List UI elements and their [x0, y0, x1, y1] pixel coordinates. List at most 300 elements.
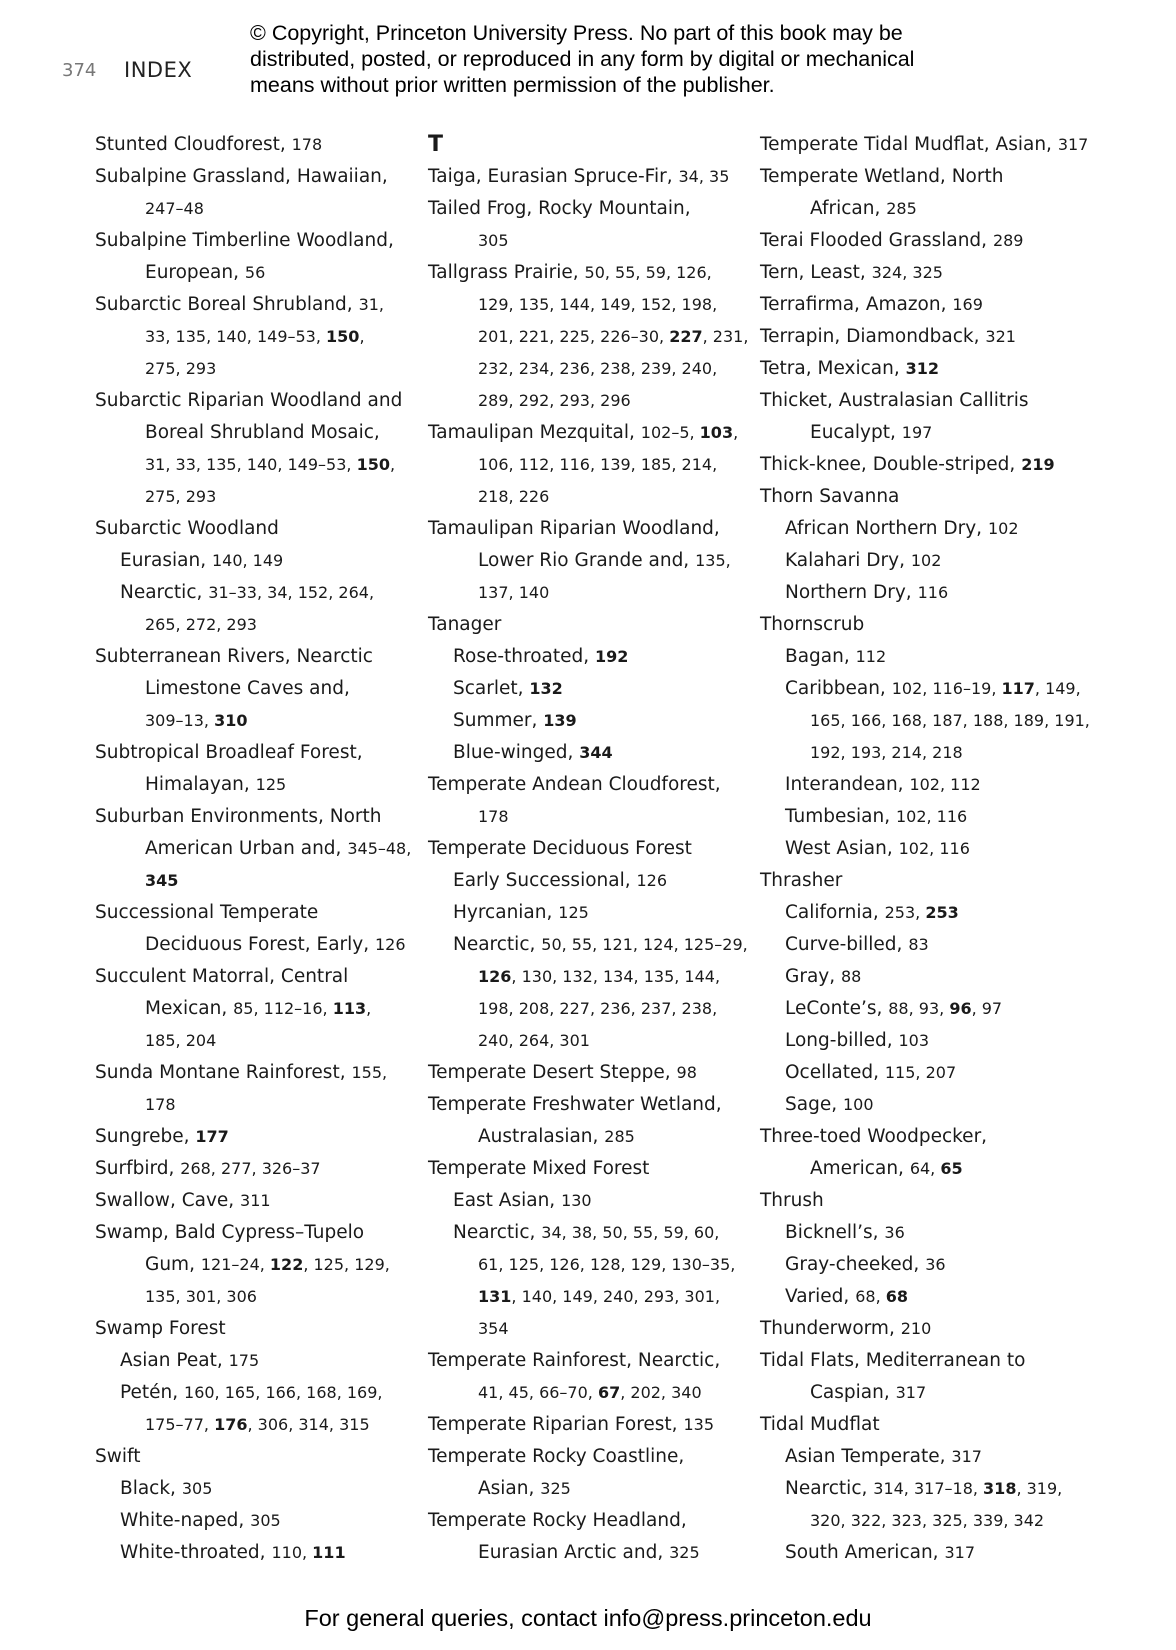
- index-line: [95, 1505, 415, 1537]
- index-line: [428, 769, 748, 801]
- entry-text: Swamp Forest: [95, 1318, 226, 1339]
- index-line: [428, 257, 748, 289]
- entry-text: Stunted Cloudforest,: [95, 134, 292, 155]
- entry-text: Sunda Montane Rainforest,: [95, 1062, 352, 1083]
- page-ref: 125: [558, 903, 589, 922]
- page-ref: 317: [951, 1447, 982, 1466]
- index-line: [760, 1089, 1080, 1121]
- page-ref: 325: [669, 1543, 700, 1562]
- page-ref-bold: 126: [478, 967, 512, 986]
- page-ref: 232, 234, 236, 238, 239, 240,: [478, 359, 718, 378]
- index-line: [760, 1345, 1080, 1377]
- page-ref: 130: [561, 1191, 592, 1210]
- index-line: [95, 577, 415, 609]
- entry-text: Asian Peat,: [120, 1350, 229, 1371]
- index-line: [760, 769, 1080, 801]
- page-ref: 178: [145, 1095, 176, 1114]
- entry-text: Tumbesian,: [785, 806, 896, 827]
- page-ref-bold: 65: [940, 1159, 963, 1178]
- index-line: [428, 641, 748, 673]
- page-ref: 265, 272, 293: [145, 615, 257, 634]
- index-line: [760, 193, 1080, 225]
- page-ref-bold: 177: [195, 1127, 229, 1146]
- page-ref: 112: [855, 647, 887, 666]
- section-letter: [428, 129, 748, 161]
- page-ref: 135,: [695, 551, 731, 570]
- entry-text: Subalpine Grassland, Hawaiian,: [95, 166, 388, 187]
- page-ref: 121–24,: [200, 1255, 270, 1274]
- index-line: [95, 929, 415, 961]
- entry-text: Deciduous Forest, Early,: [145, 934, 375, 955]
- index-line: [95, 449, 415, 481]
- entry-text: Mexican,: [145, 998, 234, 1019]
- entry-text: Temperate Tidal Mudflat, Asian,: [760, 134, 1058, 155]
- index-line: [760, 1185, 1080, 1217]
- page-ref: 305: [478, 231, 509, 250]
- page-ref: 50, 55, 59, 126,: [584, 263, 712, 282]
- entry-text: Succulent Matorral, Central: [95, 966, 349, 987]
- index-line: [428, 929, 748, 961]
- page-ref: 185, 204: [145, 1031, 217, 1050]
- index-line: [95, 353, 415, 385]
- page-ref: 137, 140: [478, 583, 550, 602]
- page-ref: 320, 322, 323, 325, 339, 342: [810, 1511, 1045, 1530]
- index-line: [760, 641, 1080, 673]
- entry-text: Temperate Deciduous Forest: [428, 838, 692, 859]
- page-ref: 317: [1057, 135, 1089, 154]
- index-line: [95, 513, 415, 545]
- page-ref: 275, 293: [145, 359, 217, 378]
- index-line: [760, 897, 1080, 929]
- index-line: [428, 961, 748, 993]
- index-line: [760, 673, 1080, 705]
- entry-text: Thrush: [760, 1190, 824, 1211]
- entry-text: Temperate Wetland, North: [760, 166, 1004, 187]
- index-line: [428, 321, 748, 353]
- index-line: [428, 1217, 748, 1249]
- entry-text: Tidal Flats, Mediterranean to: [760, 1350, 1026, 1371]
- entry-text: Nearctic,: [453, 934, 542, 955]
- index-line: [428, 1185, 748, 1217]
- entry-text: Boreal Shrubland Mosaic,: [145, 422, 380, 443]
- entry-text: Tanager: [428, 614, 502, 635]
- index-line: [760, 513, 1080, 545]
- index-line: [95, 1025, 415, 1057]
- entry-text: Limestone Caves and,: [145, 678, 350, 699]
- page-ref-bold: 345: [145, 871, 179, 890]
- index-line: [428, 353, 748, 385]
- index-column-2: [428, 129, 748, 1569]
- entry-text: Tamaulipan Mezquital,: [428, 422, 641, 443]
- page-ref: 175: [228, 1351, 260, 1370]
- entry-text: Tetra, Mexican,: [760, 358, 906, 379]
- index-line: [95, 1409, 415, 1441]
- entry-text: Northern Dry,: [785, 582, 918, 603]
- index-line: [95, 737, 415, 769]
- index-line: [95, 865, 415, 897]
- page-ref-bold: 131: [478, 1287, 512, 1306]
- index-line: [760, 577, 1080, 609]
- index-line: [95, 673, 415, 705]
- page-ref: 61, 125, 126, 128, 129, 130–35,: [478, 1255, 736, 1274]
- entry-text: Three-toed Woodpecker,: [760, 1126, 988, 1147]
- index-line: [428, 161, 748, 193]
- page-ref: 56: [244, 263, 266, 282]
- index-line: [428, 1249, 748, 1281]
- index-line: [760, 481, 1080, 513]
- page-ref: 102, 116–19,: [891, 679, 1002, 698]
- entry-text: Tidal Mudflat: [760, 1414, 880, 1435]
- entry-text: American,: [810, 1158, 910, 1179]
- entry-text: Subalpine Timberline Woodland,: [95, 230, 394, 251]
- index-line: [760, 225, 1080, 257]
- index-line: [428, 1537, 748, 1569]
- index-line: [95, 257, 415, 289]
- index-line: [760, 1217, 1080, 1249]
- entry-text: Ocellated,: [785, 1062, 885, 1083]
- page-ref: 126: [636, 871, 668, 890]
- index-line: [760, 1057, 1080, 1089]
- entry-text: Subarctic Woodland: [95, 518, 279, 539]
- page-ref: 192, 193, 214, 218: [810, 743, 963, 762]
- index-line: [95, 481, 415, 513]
- entry-text: Thrasher: [760, 870, 843, 891]
- page-ref: 102, 116: [898, 839, 970, 858]
- entry-text: Thunderworm,: [760, 1318, 901, 1339]
- page-ref-bold: 344: [579, 743, 613, 762]
- index-line: [95, 161, 415, 193]
- index-line: [95, 1313, 415, 1345]
- page-ref: 34, 35: [678, 167, 730, 186]
- page-ref-bold: 103: [699, 423, 734, 442]
- entry-text: Summer,: [453, 710, 544, 731]
- index-line: [428, 1025, 748, 1057]
- index-line: [760, 1473, 1080, 1505]
- index-line: [95, 417, 415, 449]
- index-line: [95, 1441, 415, 1473]
- entry-text: Swamp, Bald Cypress–Tupelo: [95, 1222, 365, 1243]
- entry-text: Gum,: [145, 1254, 201, 1275]
- page-ref: 41, 45, 66–70,: [478, 1383, 598, 1402]
- entry-text: California,: [785, 902, 885, 923]
- index-line: [760, 1313, 1080, 1345]
- entry-text: Tailed Frog, Rocky Mountain,: [428, 198, 691, 219]
- page-ref: , 202, 340: [620, 1383, 702, 1402]
- index-line: [428, 1089, 748, 1121]
- copyright-line: © Copyright, Princeton University Press. No part of this book may be: [250, 21, 903, 45]
- index-line: [95, 897, 415, 929]
- index-line: [95, 1537, 415, 1569]
- page-ref: 169: [952, 295, 983, 314]
- entry-text: Nearctic,: [785, 1478, 874, 1499]
- page-ref-bold: 253: [925, 903, 959, 922]
- index-line: [428, 577, 748, 609]
- index-line: [760, 1153, 1080, 1185]
- index-line: [95, 545, 415, 577]
- index-column-3: [760, 129, 1090, 1569]
- copyright-line: distributed, posted, or reproduced in any form by digital or mechanical: [250, 47, 915, 71]
- index-line: [428, 801, 748, 833]
- page-ref: 218, 226: [478, 487, 550, 506]
- entry-text: Temperate Mixed Forest: [428, 1158, 650, 1179]
- entry-text: Sage,: [785, 1094, 843, 1115]
- entry-text: Thornscrub: [760, 614, 865, 635]
- page-ref: 314, 317–18,: [873, 1479, 984, 1498]
- entry-text: Australasian,: [478, 1126, 605, 1147]
- entry-text: Successional Temperate: [95, 902, 319, 923]
- index-line: [760, 929, 1080, 961]
- entry-text: Gray-cheeked,: [785, 1254, 926, 1275]
- index-line: [428, 1153, 748, 1185]
- entry-text: Lower Rio Grande and,: [478, 550, 696, 571]
- page-ref-bold: 67: [597, 1383, 621, 1402]
- entry-text: Sungrebe,: [95, 1126, 196, 1147]
- page-ref: , 125, 129,: [303, 1255, 390, 1274]
- index-line: [428, 1057, 748, 1089]
- index-line: [95, 993, 415, 1025]
- entry-text: Eurasian,: [120, 550, 212, 571]
- page-ref-bold: 310: [214, 711, 248, 730]
- page-ref: 126: [375, 935, 406, 954]
- index-line: [428, 1313, 748, 1345]
- entry-text: Petén,: [120, 1382, 185, 1403]
- index-line: [95, 289, 415, 321]
- page-ref: 31, 33, 135, 140, 149–53,: [145, 455, 357, 474]
- page-ref-bold: 176: [214, 1415, 248, 1434]
- index-line: [428, 673, 748, 705]
- page-ref: 83: [908, 935, 929, 954]
- page-ref: 201, 221, 225, 226–30,: [478, 327, 670, 346]
- page-ref: 85, 112–16,: [233, 999, 333, 1018]
- entry-text: Bicknell’s,: [785, 1222, 885, 1243]
- page-ref-bold: 139: [543, 711, 577, 730]
- index-line: [95, 1089, 415, 1121]
- page-ref: 100: [842, 1095, 874, 1114]
- index-line: [760, 961, 1080, 993]
- entry-text: Rose-throated,: [453, 646, 596, 667]
- page-ref: 88: [841, 967, 862, 986]
- index-line: [760, 1505, 1080, 1537]
- page-ref: 345–48,: [347, 839, 412, 858]
- index-line: [428, 833, 748, 865]
- index-line: [428, 1345, 748, 1377]
- page-ref: 115, 207: [884, 1063, 957, 1082]
- page-ref: 102–5,: [640, 423, 700, 442]
- page-ref: 102: [987, 519, 1019, 538]
- index-line: [428, 1505, 748, 1537]
- page-ref: , 306, 314, 315: [247, 1415, 370, 1434]
- entry-text: White-naped,: [120, 1510, 251, 1531]
- entry-text: Temperate Desert Steppe,: [428, 1062, 677, 1083]
- page-ref: , 130, 132, 134, 135, 144,: [511, 967, 721, 986]
- page-ref-bold: 113: [332, 999, 367, 1018]
- page-ref: 321: [985, 327, 1016, 346]
- index-line: [95, 961, 415, 993]
- page-ref: 309–13,: [145, 711, 215, 730]
- index-line: [428, 705, 748, 737]
- index-line: [760, 1249, 1080, 1281]
- entry-text: Surfbird,: [95, 1158, 181, 1179]
- entry-text: Temperate Andean Cloudforest,: [428, 774, 721, 795]
- page-ref: , 149,: [1034, 679, 1081, 698]
- page-ref: 68,: [855, 1287, 886, 1306]
- entry-text: Terrafirma, Amazon,: [760, 294, 953, 315]
- entry-text: Subterranean Rivers, Nearctic: [95, 646, 373, 667]
- index-line: [428, 289, 748, 321]
- page-ref: , 319,: [1016, 1479, 1063, 1498]
- page-ref: 103: [898, 1031, 930, 1050]
- entry-text: Subtropical Broadleaf Forest,: [95, 742, 363, 763]
- page-ref: 50, 55, 121, 124, 125–29,: [541, 935, 748, 954]
- index-line: [428, 609, 748, 641]
- index-line: [428, 417, 748, 449]
- entry-text: Nearctic,: [453, 1222, 542, 1243]
- entry-text: Temperate Riparian Forest,: [428, 1414, 684, 1435]
- entry-text: Caribbean,: [785, 678, 892, 699]
- page-ref: 88, 93,: [888, 999, 950, 1018]
- page-ref: 178: [291, 135, 323, 154]
- entry-text: West Asian,: [785, 838, 899, 859]
- entry-text: Tamaulipan Riparian Woodland,: [428, 518, 720, 539]
- page-number: 374: [62, 60, 97, 81]
- entry-text: Bagan,: [785, 646, 856, 667]
- index-line: [760, 129, 1089, 161]
- page-ref: 102, 116: [895, 807, 968, 826]
- page-ref: 197: [901, 423, 933, 442]
- entry-text: Subarctic Riparian Woodland and: [95, 390, 403, 411]
- page-ref: 240, 264, 301: [478, 1031, 590, 1050]
- entry-text: Interandean,: [785, 774, 910, 795]
- index-line: [428, 1441, 748, 1473]
- entry-text: Thick-knee, Double-striped,: [760, 454, 1022, 475]
- page-ref: 311: [240, 1191, 271, 1210]
- entry-text: Temperate Rainforest, Nearctic,: [428, 1350, 721, 1371]
- entry-text: Thicket, Australasian Callitris: [760, 390, 1029, 411]
- index-line: [760, 705, 1090, 737]
- page-ref-bold: 117: [1001, 679, 1035, 698]
- index-line: [95, 1473, 415, 1505]
- index-line: [95, 609, 415, 641]
- entry-text: Temperate Rocky Headland,: [428, 1510, 687, 1531]
- page-ref: 102, 112: [909, 775, 981, 794]
- index-line: [760, 1025, 1080, 1057]
- entry-text: East Asian,: [453, 1190, 562, 1211]
- index-column-1: [95, 129, 415, 1569]
- entry-text: Asian Temperate,: [785, 1446, 952, 1467]
- page-ref: , 97: [971, 999, 1003, 1018]
- page-ref-bold: 192: [595, 647, 629, 666]
- index-line: [760, 1537, 1080, 1569]
- index-line: [760, 801, 1080, 833]
- entry-text: African Northern Dry,: [785, 518, 988, 539]
- index-line: [95, 321, 415, 353]
- index-line: [760, 289, 1080, 321]
- page-ref: 110,: [271, 1543, 313, 1562]
- index-line: [760, 737, 1080, 769]
- copyright-notice: [250, 20, 1050, 98]
- entry-text: African,: [810, 198, 887, 219]
- page-ref-bold: 68: [885, 1287, 908, 1306]
- entry-text: Nearctic,: [120, 582, 209, 603]
- page-ref: 98: [676, 1063, 697, 1082]
- index-line: [760, 417, 1080, 449]
- page-ref: 317: [895, 1383, 927, 1402]
- index-line: [95, 641, 415, 673]
- index-line: [760, 449, 1080, 481]
- entry-text: Taiga, Eurasian Spruce-Fir,: [428, 166, 679, 187]
- page-ref: 305: [250, 1511, 281, 1530]
- entry-text: South American,: [785, 1542, 945, 1563]
- entry-text: Blue-winged,: [453, 742, 580, 763]
- page-ref: , 140, 149, 240, 293, 301,: [511, 1287, 721, 1306]
- index-line: [428, 865, 748, 897]
- entry-text: Hyrcanian,: [453, 902, 559, 923]
- index-line: [95, 129, 415, 161]
- index-line: [95, 1121, 415, 1153]
- entry-text: White-throated,: [120, 1542, 272, 1563]
- index-line: [760, 1409, 1080, 1441]
- page-ref-bold: 122: [269, 1255, 304, 1274]
- entry-text: European,: [145, 262, 245, 283]
- entry-text: Caspian,: [810, 1382, 896, 1403]
- index-line: [760, 385, 1080, 417]
- entry-text: Curve-billed,: [785, 934, 909, 955]
- index-line: [760, 865, 1080, 897]
- entry-text: LeConte’s,: [785, 998, 889, 1019]
- entry-text: Subarctic Boreal Shrubland,: [95, 294, 359, 315]
- page-ref: 116: [917, 583, 949, 602]
- entry-text: Varied,: [785, 1286, 856, 1307]
- entry-text: Asian,: [478, 1478, 541, 1499]
- page-ref-bold: 132: [529, 679, 563, 698]
- index-line: [428, 1409, 748, 1441]
- page-ref-bold: 312: [905, 359, 940, 378]
- entry-text: Early Successional,: [453, 870, 637, 891]
- index-line: [95, 1057, 415, 1089]
- page-ref: , 231,: [702, 327, 749, 346]
- page-ref: 324, 325: [871, 263, 943, 282]
- index-line: [760, 1121, 1080, 1153]
- page-ref: 34, 38, 50, 55, 59, 60,: [541, 1223, 720, 1242]
- page-ref: 317: [944, 1543, 975, 1562]
- index-line: [760, 1441, 1080, 1473]
- page-ref: 247–48: [145, 199, 204, 218]
- index-line: [428, 1281, 748, 1313]
- page-ref: 36: [925, 1255, 946, 1274]
- page-ref-bold: 96: [949, 999, 972, 1018]
- entry-text: Terrapin, Diamondback,: [760, 326, 986, 347]
- page-ref: 285: [604, 1127, 635, 1146]
- page-ref: 165, 166, 168, 187, 188, 189, 191,: [810, 711, 1090, 730]
- index-line: [428, 449, 748, 481]
- entry-text: Kalahari Dry,: [785, 550, 911, 571]
- entry-text: Tern, Least,: [760, 262, 872, 283]
- entry-text: Long-billed,: [785, 1030, 899, 1051]
- page-ref: 253,: [884, 903, 926, 922]
- page-ref-bold: 318: [983, 1479, 1017, 1498]
- page-ref: ,: [366, 999, 372, 1018]
- page-ref: 178: [478, 807, 509, 826]
- page-ref-bold: 219: [1021, 455, 1055, 474]
- entry-text: Tallgrass Prairie,: [428, 262, 585, 283]
- index-line: [95, 385, 415, 417]
- entry-text: Swift: [95, 1446, 141, 1467]
- entry-text: T: [428, 132, 444, 157]
- page-ref: 175–77,: [145, 1415, 215, 1434]
- page-ref: 36: [884, 1223, 905, 1242]
- index-line: [95, 1281, 415, 1313]
- page-ref: 354: [478, 1319, 509, 1338]
